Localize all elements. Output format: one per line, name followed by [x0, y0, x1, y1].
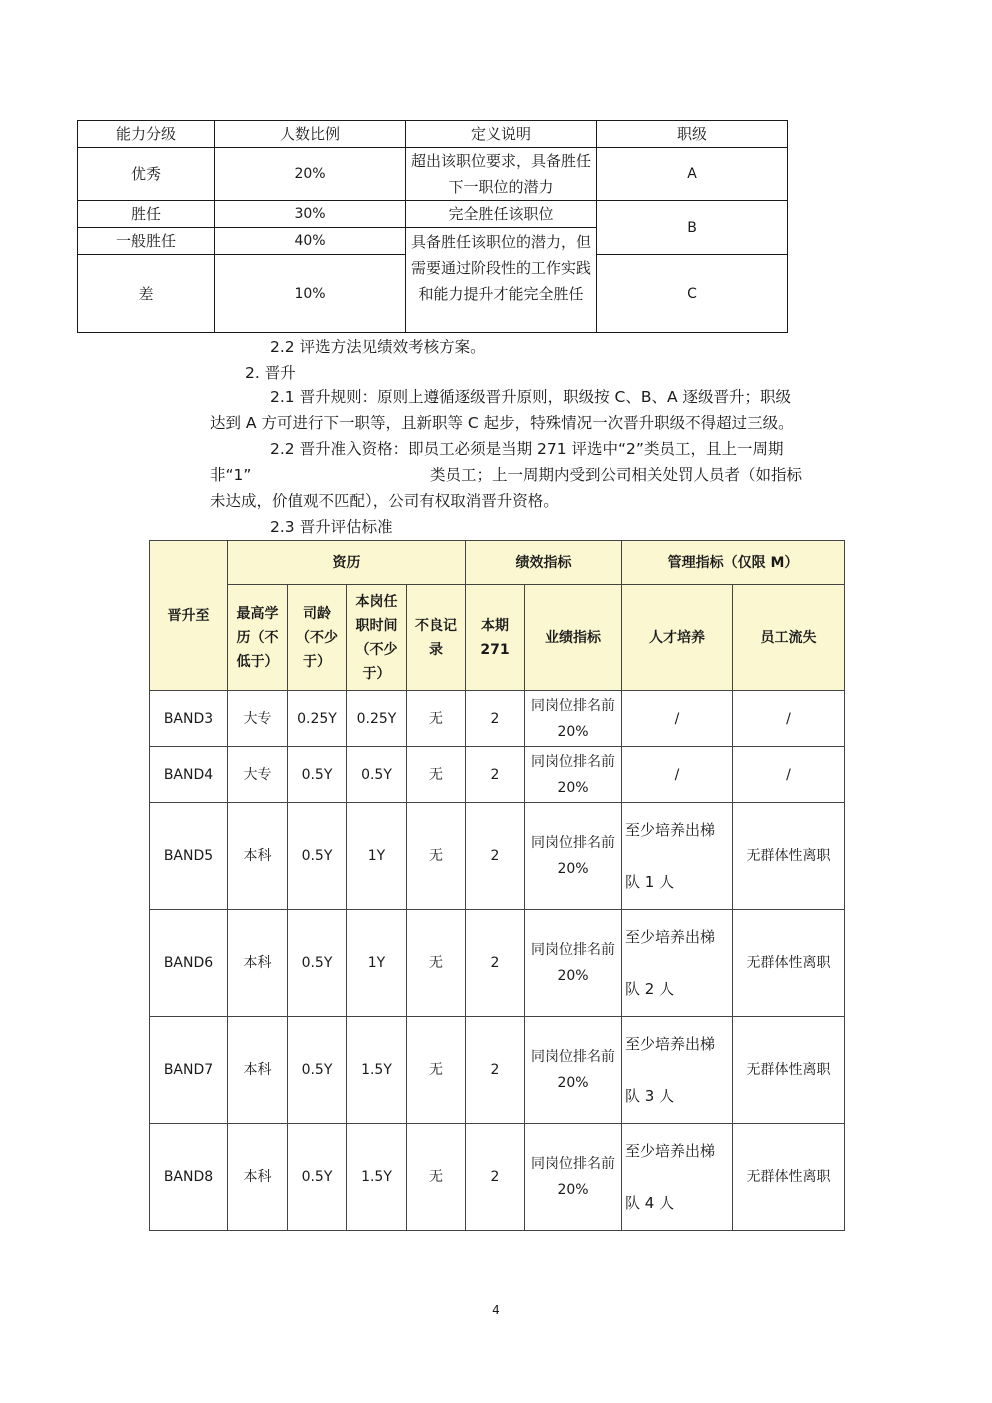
- header-definition: 定义说明: [406, 121, 597, 148]
- header-bad-record: 不良记录: [407, 585, 466, 691]
- level-cell: 差: [78, 255, 215, 333]
- ratio-cell: 20%: [215, 148, 406, 201]
- header-education: 最高学历（不低于）: [228, 585, 288, 691]
- bad-record-cell: 无: [407, 1017, 466, 1124]
- paragraph-promotion-rules-line2: 达到 A 方可进行下一职等，且新职等 C 起步，特殊情况一次晋升职级不得超过三级。: [210, 414, 794, 432]
- table-row: [78, 148, 788, 201]
- band-cell: BAND6: [150, 910, 228, 1017]
- education-cell: 本科: [228, 1017, 288, 1124]
- tenure-cell: 0.5Y: [288, 1017, 347, 1124]
- turnover-cell: /: [733, 691, 845, 747]
- turnover-cell: 无群体性离职: [733, 1017, 845, 1124]
- position-time-cell: 1Y: [347, 910, 407, 1017]
- position-time-cell: 0.5Y: [347, 747, 407, 803]
- ratio-cell: 30%: [215, 201, 406, 228]
- table-row: [150, 1124, 845, 1231]
- header-promote-to: 晋升至: [150, 541, 228, 691]
- education-cell: 本科: [228, 910, 288, 1017]
- header-kpi: 业绩指标: [525, 585, 622, 691]
- level-cell: 一般胜任: [78, 228, 215, 255]
- talent-cell: [622, 910, 733, 1017]
- talent-cell: [622, 1017, 733, 1124]
- period-271-cell: 2: [466, 1124, 525, 1231]
- band-cell: BAND8: [150, 1124, 228, 1231]
- table-header-row: [150, 541, 845, 585]
- talent-cell: /: [622, 747, 733, 803]
- kpi-cell: 同岗位排名前20%: [525, 691, 622, 747]
- tenure-cell: 0.5Y: [288, 910, 347, 1017]
- period-271-cell: 2: [466, 747, 525, 803]
- table-row: [150, 803, 845, 910]
- talent-line: 队 1 人: [625, 873, 675, 891]
- table-header-row: [78, 121, 788, 148]
- talent-line: 队 2 人: [625, 980, 675, 998]
- header-group-qualification: 资历: [228, 541, 466, 585]
- turnover-cell: 无群体性离职: [733, 803, 845, 910]
- education-cell: 本科: [228, 1124, 288, 1231]
- talent-cell: /: [622, 691, 733, 747]
- tenure-cell: 0.5Y: [288, 1124, 347, 1231]
- band-cell: BAND3: [150, 691, 228, 747]
- level-cell: 胜任: [78, 201, 215, 228]
- table-row: [78, 201, 788, 228]
- talent-line: 至少培养出梯: [625, 928, 716, 946]
- education-cell: 大专: [228, 691, 288, 747]
- position-time-cell: 1.5Y: [347, 1124, 407, 1231]
- ratio-cell: 40%: [215, 228, 406, 255]
- ability-grade-table: [77, 120, 788, 333]
- definition-cell: 具备胜任该职位的潜力，但需要通过阶段性的工作实践和能力提升才能完全胜任: [406, 228, 597, 333]
- bad-record-cell: 无: [407, 803, 466, 910]
- talent-line: 队 4 人: [625, 1194, 675, 1212]
- talent-cell: [622, 803, 733, 910]
- section-heading-promotion: 2. 晋升: [245, 364, 296, 382]
- kpi-cell: 同岗位排名前20%: [525, 1017, 622, 1124]
- table-row: [150, 1017, 845, 1124]
- turnover-cell: 无群体性离职: [733, 910, 845, 1017]
- position-time-cell: 1Y: [347, 803, 407, 910]
- grade-cell: A: [597, 148, 788, 201]
- table-row: [150, 747, 845, 803]
- table-row: [150, 691, 845, 747]
- header-turnover: 员工流失: [733, 585, 845, 691]
- period-271-cell: 2: [466, 910, 525, 1017]
- tenure-cell: 0.5Y: [288, 747, 347, 803]
- header-period-271: 本期271: [466, 585, 525, 691]
- header-talent: 人才培养: [622, 585, 733, 691]
- kpi-cell: 同岗位排名前20%: [525, 803, 622, 910]
- grade-cell: C: [597, 255, 788, 333]
- band-cell: BAND7: [150, 1017, 228, 1124]
- tenure-cell: 0.5Y: [288, 803, 347, 910]
- education-cell: 本科: [228, 803, 288, 910]
- table-row: [150, 910, 845, 1017]
- level-cell: 优秀: [78, 148, 215, 201]
- period-271-cell: 2: [466, 691, 525, 747]
- period-271-cell: 2: [466, 803, 525, 910]
- education-cell: 大专: [228, 747, 288, 803]
- bad-record-cell: 无: [407, 691, 466, 747]
- paragraph-eligibility-line1: 2.2 晋升准入资格：即员工必须是当期 271 评选中“2”类员工，且上一周期: [270, 440, 784, 458]
- turnover-cell: 无群体性离职: [733, 1124, 845, 1231]
- paragraph-selection-method: 2.2 评选方法见绩效考核方案。: [270, 338, 486, 356]
- position-time-cell: 0.25Y: [347, 691, 407, 747]
- ratio-cell: 10%: [215, 255, 406, 333]
- header-grade: 职级: [597, 121, 788, 148]
- header-group-management: 管理指标（仅限 M）: [622, 541, 845, 585]
- promotion-criteria-table: [149, 540, 845, 1231]
- talent-line: 至少培养出梯: [625, 821, 716, 839]
- header-tenure: 司龄（不少于）: [288, 585, 347, 691]
- talent-cell: [622, 1124, 733, 1231]
- grade-cell: B: [597, 201, 788, 255]
- bad-record-cell: 无: [407, 747, 466, 803]
- page-number: 4: [492, 1303, 500, 1317]
- period-271-cell: 2: [466, 1017, 525, 1124]
- paragraph-eligibility-line3: 未达成，价值观不匹配），公司有权取消晋升资格。: [210, 492, 559, 510]
- talent-line: 至少培养出梯: [625, 1142, 716, 1160]
- bad-record-cell: 无: [407, 910, 466, 1017]
- header-position-time: 本岗任职时间（不少于）: [347, 585, 407, 691]
- header-ratio: 人数比例: [215, 121, 406, 148]
- table-header-row: [150, 585, 845, 691]
- bad-record-cell: 无: [407, 1124, 466, 1231]
- band-cell: BAND4: [150, 747, 228, 803]
- header-ability-level: 能力分级: [78, 121, 215, 148]
- paragraph-eligibility-line2a: 非“1”: [210, 466, 252, 484]
- position-time-cell: 1.5Y: [347, 1017, 407, 1124]
- definition-cell: 超出该职位要求，具备胜任下一职位的潜力: [406, 148, 597, 201]
- tenure-cell: 0.25Y: [288, 691, 347, 747]
- paragraph-promotion-rules-line1: 2.1 晋升规则：原则上遵循逐级晋升原则，职级按 C、B、A 逐级晋升；职级: [270, 388, 791, 406]
- kpi-cell: 同岗位排名前20%: [525, 910, 622, 1017]
- paragraph-eligibility-line2b: 类员工；上一周期内受到公司相关处罚人员者（如指标: [430, 466, 803, 484]
- kpi-cell: 同岗位排名前20%: [525, 1124, 622, 1231]
- definition-cell: 完全胜任该职位: [406, 201, 597, 228]
- band-cell: BAND5: [150, 803, 228, 910]
- talent-line: 队 3 人: [625, 1087, 675, 1105]
- paragraph-evaluation-standard: 2.3 晋升评估标准: [270, 518, 393, 536]
- talent-line: 至少培养出梯: [625, 1035, 716, 1053]
- turnover-cell: /: [733, 747, 845, 803]
- kpi-cell: 同岗位排名前20%: [525, 747, 622, 803]
- header-group-performance: 绩效指标: [466, 541, 622, 585]
